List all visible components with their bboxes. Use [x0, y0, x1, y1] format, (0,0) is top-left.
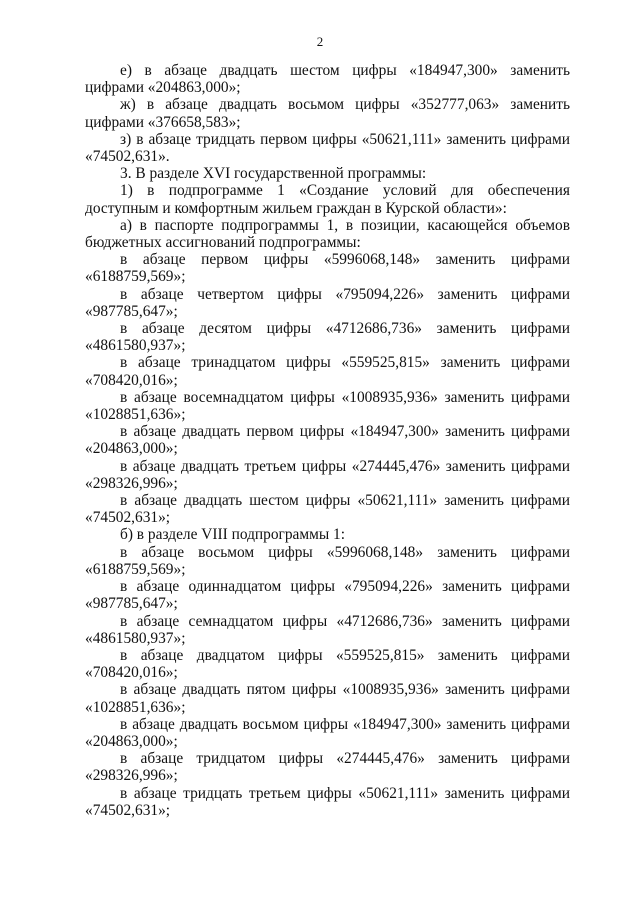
paragraph: б) в разделе VIII подпрограммы 1: — [120, 526, 346, 544]
paragraph: в абзаце восемнадцатом цифры «1008935,936» заменить цифрами «1028851,636»; — [85, 388, 570, 424]
paragraph: в абзаце одиннадцатом цифры «795094,226» заменить цифрами «987785,647»; — [85, 578, 570, 613]
paragraph: в абзаце десятом цифры «4712686,736» заменить цифрами «4861580,937»; — [85, 320, 570, 355]
paragraph: в абзаце тридцать третьем цифры «50621,111» заменить цифрами «74502,631»; — [85, 784, 570, 819]
paragraph: ж) в абзаце двадцать восьмом цифры «352777,063» заменить цифрами «376658,583»; — [85, 96, 570, 131]
paragraph: в абзаце тридцатом цифры «274445,476» заменить цифрами «298326,996»; — [85, 750, 570, 785]
paragraph: в абзаце двадцатом цифры «559525,815» заменить цифрами «708420,016»; — [85, 646, 570, 682]
paragraph: в абзаце первом цифры «5996068,148» заменить цифрами «6188759,569»; — [85, 251, 570, 286]
paragraph: в абзаце восьмом цифры «5996068,148» заменить цифрами «6188759,569»; — [85, 543, 570, 578]
paragraph: в абзаце двадцать третьем цифры «274445,476» заменить цифрами «298326,996»; — [85, 457, 570, 492]
paragraph: а) в паспорте подпрограммы 1, в позиции, касающейся объемов бюджетных ассигнований подпрограммы: — [85, 216, 570, 252]
paragraph: в абзаце двадцать восьмом цифры «184947,300» заменить цифрами «204863,000»; — [85, 715, 570, 750]
paragraph: в абзаце четвертом цифры «795094,226» заменить цифрами «987785,647»; — [85, 285, 570, 320]
document-body — [85, 62, 570, 819]
paragraph: 3. В разделе XVI государственной программы: — [120, 165, 427, 183]
paragraph: в абзаце тринадцатом цифры «559525,815» заменить цифрами «708420,016»; — [85, 354, 570, 389]
paragraph: в абзаце двадцать пятом цифры «1008935,936» заменить цифрами «1028851,636»; — [85, 681, 570, 716]
paragraph: в абзаце двадцать шестом цифры «50621,111» заменить цифрами «74502,631»; — [85, 492, 570, 527]
page-number: 2 — [316, 34, 324, 49]
paragraph: в абзаце двадцать первом цифры «184947,300» заменить цифрами «204863,000»; — [85, 423, 570, 458]
paragraph: в абзаце семнадцатом цифры «4712686,736» заменить цифрами «4861580,937»; — [85, 612, 570, 647]
paragraph: з) в абзаце тридцать первом цифры «50621,111» заменить цифрами «74502,631». — [85, 130, 570, 166]
paragraph: 1) в подпрограмме 1 «Создание условий для обеспечения доступным и комфортным жильем граждан в Курской области»: — [85, 182, 570, 217]
paragraph: е) в абзаце двадцать шестом цифры «184947,300» заменить цифрами «204863,000»; — [85, 62, 570, 97]
